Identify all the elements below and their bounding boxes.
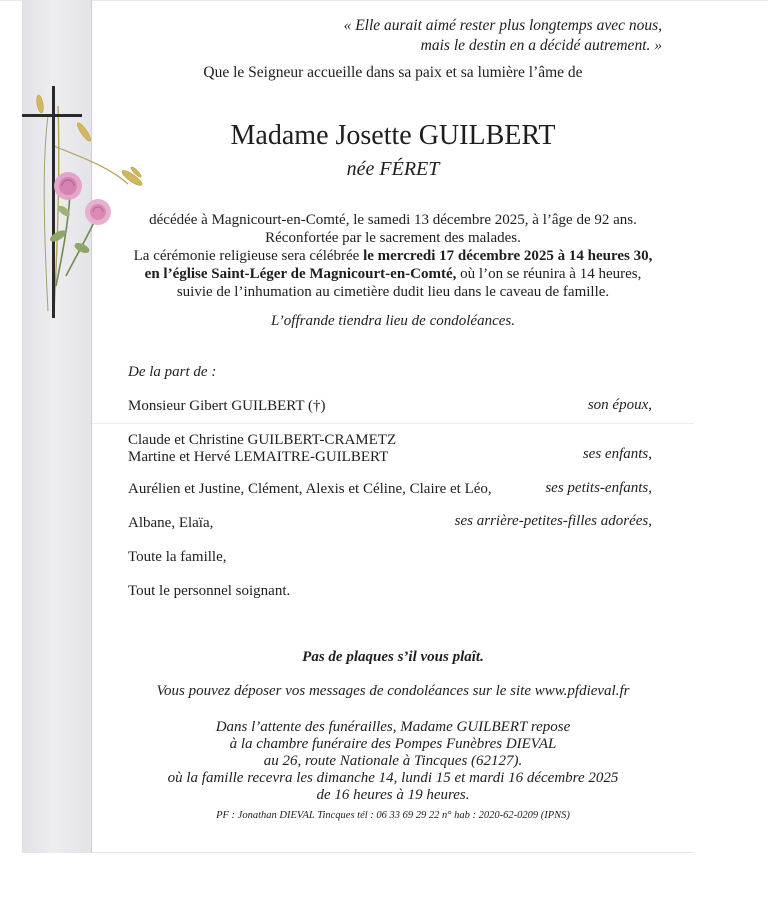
ceremony-line bbox=[92, 247, 694, 265]
rest-line-1: Dans l’attente des funérailles, Madame GUILBERT repose bbox=[215, 719, 571, 735]
family-name-great-grandchildren: Albane, Elaïa, bbox=[128, 515, 214, 531]
rest-line-3: au 26, route Nationale à Tincques (62127). bbox=[263, 753, 523, 769]
footer-credits: PF : Jonathan DIEVAL Tincques tél : 06 33 69 29 22 n° hab : 2020-62-0209 (IPNS) bbox=[216, 810, 570, 821]
intro-line: Que le Seigneur accueille dans sa paix et sa lumière l’âme de bbox=[203, 64, 583, 81]
deceased-name: Madame Josette GUILBERT bbox=[230, 120, 556, 151]
condolences-line: Vous pouvez déposer vos messages de condoléances sur le site www.pfdieval.fr bbox=[156, 683, 630, 699]
from-label: De la part de : bbox=[128, 364, 217, 380]
relation-children: ses enfants, bbox=[582, 446, 652, 462]
relation-great-grandchildren: ses arrière-petites-filles adorées, bbox=[454, 513, 652, 529]
gathering-time: où l’on se réunira à 14 heures, bbox=[456, 266, 642, 282]
bottom-edge-line bbox=[92, 852, 694, 853]
family-name-grandchildren: Aurélien et Justine, Clément, Alexis et Céline, Claire et Léo, bbox=[128, 481, 492, 497]
rest-line-4: où la famille recevra les dimanche 14, lundi 15 et mardi 16 décembre 2025 bbox=[167, 770, 619, 786]
rest-line-2: à la chambre funéraire des Pompes Funèbres DIEVAL bbox=[229, 736, 557, 752]
sacrament-line: Réconfortée par le sacrement des malades. bbox=[265, 230, 521, 246]
quote-line-2: mais le destin en a décidé autrement. » bbox=[420, 37, 662, 54]
no-plaques-line: Pas de plaques s’il vous plaît. bbox=[302, 649, 484, 665]
top-edge-line bbox=[0, 0, 768, 1]
ceremony-date: le mercredi 17 décembre 2025 à 14 heures 30, bbox=[363, 248, 653, 264]
family-name-spouse: Monsieur Gibert GUILBERT (†) bbox=[128, 398, 326, 414]
ceremony-prefix: La cérémonie religieuse sera célébrée bbox=[133, 248, 364, 264]
maiden-name: née FÉRET bbox=[346, 158, 440, 180]
church-name: en l’église Saint-Léger de Magnicourt-en-Comté, bbox=[144, 266, 457, 282]
family-name-child-2: Martine et Hervé LEMAITRE-GUILBERT bbox=[128, 449, 389, 465]
church-line bbox=[92, 265, 694, 283]
fold-line bbox=[92, 423, 694, 424]
family-name-all: Toute la famille, bbox=[128, 549, 227, 565]
quote-line-1: « Elle aurait aimé rester plus longtemps avec nous, bbox=[343, 17, 662, 34]
rest-line-5: de 16 heures à 19 heures. bbox=[316, 787, 470, 803]
death-details: décédée à Magnicourt-en-Comté, le samedi 13 décembre 2025, à l’âge de 92 ans. bbox=[149, 212, 637, 228]
offering-line: L’offrande tiendra lieu de condoléances. bbox=[271, 313, 515, 329]
burial-line: suivie de l’inhumation au cimetière dudit lieu dans le caveau de famille. bbox=[176, 284, 610, 300]
relation-spouse: son époux, bbox=[587, 397, 652, 413]
family-name-child-1: Claude et Christine GUILBERT-CRAMETZ bbox=[128, 432, 397, 448]
family-name-staff: Tout le personnel soignant. bbox=[128, 583, 291, 599]
relation-grandchildren: ses petits-enfants, bbox=[545, 480, 652, 496]
